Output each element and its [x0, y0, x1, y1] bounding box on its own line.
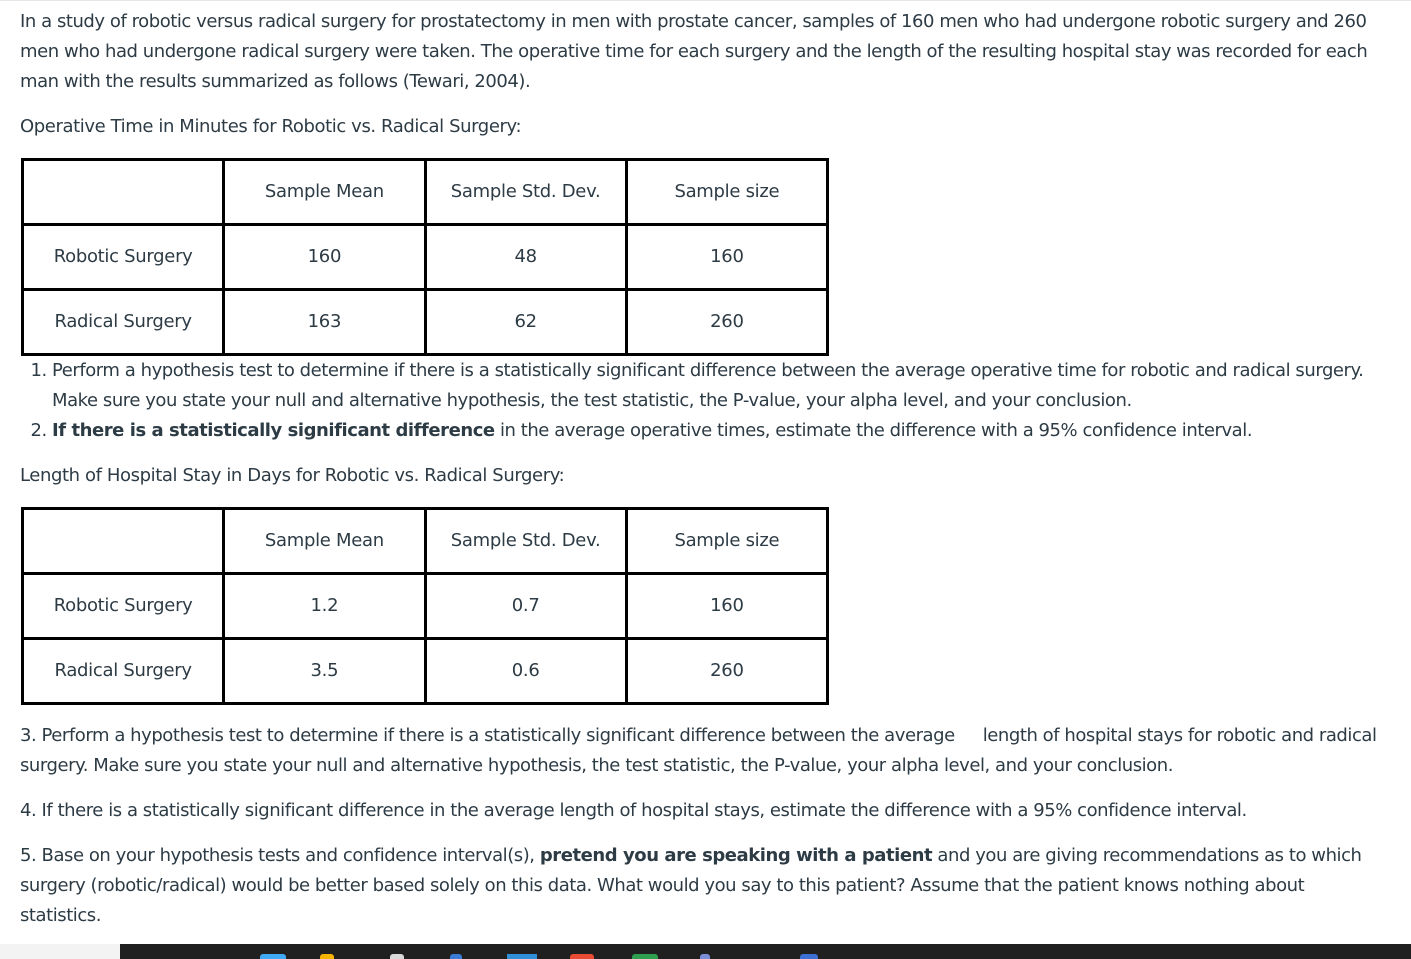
- assignment-content: [20, 7, 1390, 931]
- table-cell: 260: [626, 290, 827, 355]
- table-header-cell: [23, 509, 224, 574]
- question-5-part2: and you are giving recommendations as to which surgery (robotic/radical) would be better based solely on this data. What would you say to this patient? Assume that the patient knows nothing about statistics.: [20, 845, 1362, 926]
- table-cell: Radical Surgery: [23, 639, 224, 704]
- table-cell: Robotic Surgery: [23, 225, 224, 290]
- question-3-part2: length of hospital stays for robotic and radical surgery. Make sure you state your null and alternative hypothesis, the test statistic, the P-value, your alpha level, and your conclusion.: [20, 725, 1377, 776]
- table-header-cell: Sample Std. Dev.: [425, 160, 626, 225]
- question-5-bold: pretend you are speaking with a patient: [539, 845, 933, 866]
- taskbar-app-icon[interactable]: [450, 954, 462, 959]
- intro-paragraph: In a study of robotic versus radical surgery for prostatectomy in men with prostate cancer, samples of 160 men who had undergone robotic surgery and 260 men who had undergone radical surgery were taken. The operative time for each surgery and the length of the resulting hospital stay was recorded for each man with the results summarized as follows (Tewari, 2004).: [20, 11, 1368, 92]
- table-header-row: [23, 160, 828, 225]
- table-row: [23, 639, 828, 704]
- taskbar-app-icon[interactable]: [800, 954, 818, 959]
- question-4: 4. If there is a statistically significant difference in the average length of hospital stays, estimate the difference with a 95% confidence interval.: [20, 800, 1247, 821]
- table-header-cell: Sample Mean: [224, 509, 425, 574]
- question-2-text: in the average operative times, estimate the difference with a 95% confidence interval.: [494, 420, 1253, 441]
- table-header-cell: Sample Mean: [224, 160, 425, 225]
- question-2: [52, 416, 1390, 446]
- table-cell: 160: [626, 225, 827, 290]
- table-cell: 0.6: [425, 639, 626, 704]
- taskbar-app-icon[interactable]: [507, 954, 537, 959]
- table-cell: 160: [626, 574, 827, 639]
- taskbar-left-area: [0, 944, 120, 959]
- table-cell: 160: [224, 225, 425, 290]
- table-cell: 260: [626, 639, 827, 704]
- taskbar-app-icon[interactable]: [632, 954, 658, 959]
- question-3-part1: 3. Perform a hypothesis test to determine if there is a statistically significant difference between the average: [20, 725, 955, 746]
- question-1: [52, 356, 1390, 416]
- taskbar-app-icon[interactable]: [700, 954, 710, 959]
- table-cell: 1.2: [224, 574, 425, 639]
- top-divider: [0, 0, 1411, 1]
- table-cell: 62: [425, 290, 626, 355]
- question-2-bold: If there is a statistically significant difference: [52, 420, 495, 441]
- table1-title: Operative Time in Minutes for Robotic vs. Radical Surgery:: [20, 116, 522, 137]
- taskbar-app-icon[interactable]: [570, 954, 594, 959]
- taskbar-app-icon[interactable]: [260, 954, 286, 959]
- questions-list: [20, 356, 1390, 446]
- table-cell: 3.5: [224, 639, 425, 704]
- table-cell: Radical Surgery: [23, 290, 224, 355]
- taskbar-app-icon[interactable]: [390, 954, 404, 959]
- table-cell: Robotic Surgery: [23, 574, 224, 639]
- taskbar: [120, 944, 1411, 959]
- hospital-stay-table: [21, 507, 829, 705]
- table-header-cell: [23, 160, 224, 225]
- table-cell: 48: [425, 225, 626, 290]
- question-3: [20, 721, 1390, 781]
- table-cell: 0.7: [425, 574, 626, 639]
- question-5-part1: 5. Base on your hypothesis tests and confidence interval(s),: [20, 845, 540, 866]
- table-row: [23, 290, 828, 355]
- table2-title: Length of Hospital Stay in Days for Robotic vs. Radical Surgery:: [20, 465, 565, 486]
- question-1-text: Perform a hypothesis test to determine if there is a statistically significant difference between the average operative time for robotic and radical surgery. Make sure you state your null and alternative hypothesis, the test statistic, the P-value, your alpha level, and your conclusion.: [52, 360, 1364, 411]
- operative-time-table: [21, 158, 829, 356]
- table-cell: 163: [224, 290, 425, 355]
- table-row: [23, 225, 828, 290]
- table-header-cell: Sample Std. Dev.: [425, 509, 626, 574]
- table-header-cell: Sample size: [626, 160, 827, 225]
- table-header-row: [23, 509, 828, 574]
- taskbar-app-icon[interactable]: [320, 954, 334, 959]
- table-row: [23, 574, 828, 639]
- table-header-cell: Sample size: [626, 509, 827, 574]
- question-5: [20, 841, 1390, 931]
